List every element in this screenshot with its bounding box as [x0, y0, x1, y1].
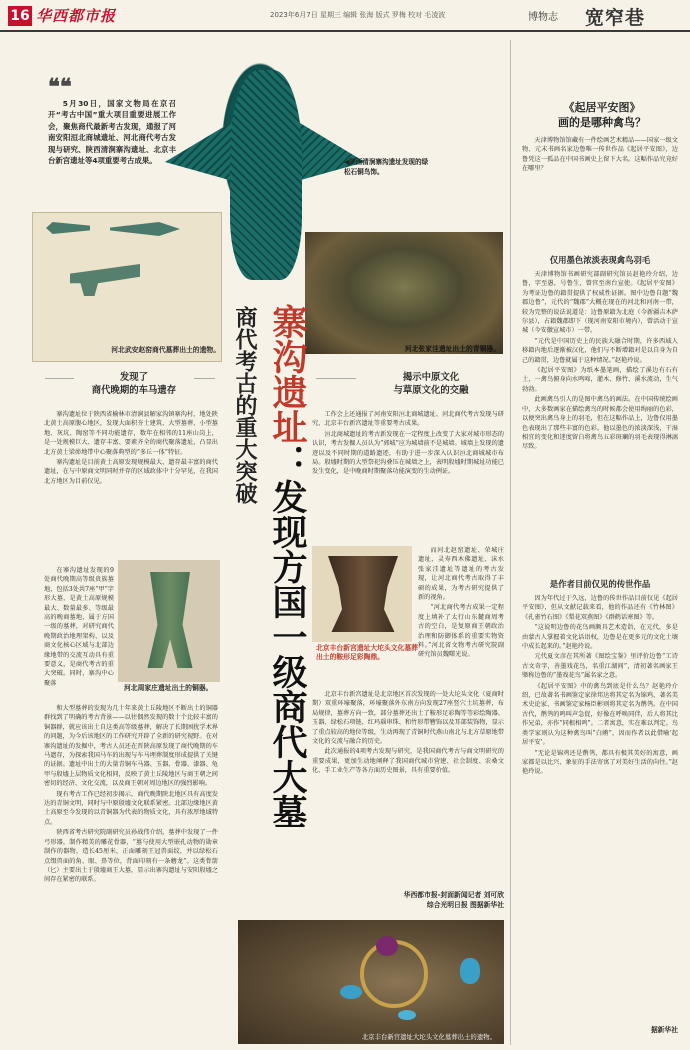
caption-bottom: 北京丰台新宫遗址大坨头文化墓葬出土的遗物。 — [361, 1033, 496, 1041]
quote-icon: ❝❝ — [48, 74, 72, 100]
right-column-text: 天津博物馆馆藏有一件绘画艺术精品——国家一级文物、元末书画名家边鲁唯一传世作品《起居平安图》，边鲁凭这一孤品在中国书画史上留下大名。这幅作品究竟好在哪里？ — [522, 137, 678, 173]
right-column-text-3: 因为年代过于久远，边鲁的传世作品目前仅见《起居平安图》，但从文献记载来看，他的作品还有《竹林图》《孔雀竹石图》《梨花双燕图》《群鹤话寒图》等。 “这说明边鲁的花鸟画颇具艺术造诣，在元代，多是由蒙古人掌握着文化话语权，边鲁是在更多元的文化土壤中成长起来的。”赵艳玲说。 元代夏文彦在其所著《图绘宝鉴》里评价边鲁“工诗古文奇字，善墨戏花鸟，名重江湖间”，清初著名画家王槩称边鲁的“墨戏花鸟”属名家之意。 《起居平安图》中的禽鸟到底是什么鸟？赵艳玲介绍，已故著名书画鉴定家徐邦达将其定名为锦鸡，著名美术史论家、书画鉴定家杨臣彬则将其定名为鹡鸰。在中国古代，鹡鸰的鸣叫声急促，好像在呼唤同伴，后人将其比作兄弟，亦作“同根相鸣”。二者寓意，实在难以判定。鸟类学家则认为这种禽鸟叫“白鹇”，因而作者以此借喻‘起居平安’。 “无论是锦鸡还是鹡鸰，都具有极其美好的寓意，画家都是以比兴、象征的手法寄寓了对美好生活的向往。”赵艳玲说。 — [522, 595, 678, 776]
left-column-text-lower: 和大型墓葬的发现为几十年来黄土丘陵地区不断出土的铜器群找到了明确的考古背景——以往偶然发现的数十个比较丰富的铜器群，就应该出土自这类高等级墓葬，解决了长期困扰学术界的问题，为今后该地区的工作研究开辟了全新的研究视野。在对寨沟遗址的发掘中，考古人员还在晋陕高原发现了商代晚期的车马遗存，为探索我国马车的出现与车马埋葬制度形成提供了关键的证据。遗址中出土的大量青铜车马器、玉器、骨器、漆器、龟甲与殷墟上层物质文化相同，反映了黄土丘陵地区与商王朝之间密切的经济、文化交流，以及商王朝对周边地区的强烈影响。 现有考古工作已经初步揭示，商代晚期陕北地区具有高度发达的青铜文明，同时与中原殷墟文化联系紧密。北部边缘地区黄土高原至今发现的以青铜器为代表的物质文化，具有浓厚地域特点。 陕西省考古研究院副研究员孙战伟介绍，墓葬中发现了一件弓形器，制作精美的雕花骨器，“墓与使用大型嵌孔动物的勋章制作的器物，造长45厘米，正面雕刻王冠兽面纹，并以绿松石点缀兽面的角、眼、鼻等位，背面印刻有一条蘑龙”。这类骨箭（匕）主要出土于殷墟商王大墓，显示出寨沟遗址与安阳殷墟之间存在紧密的联系。 — [44, 705, 218, 884]
left-section-heading: 发现了 商代晚期的车马遗存 — [74, 372, 194, 397]
bronze-mask-photo — [305, 232, 503, 354]
agate-bead-shape — [376, 936, 398, 956]
page-number: 16 — [8, 6, 32, 26]
turquoise-bead-shape — [460, 958, 480, 984]
right-column-text-2: 天津博物馆书画研究部副研究馆员赵艳玲介绍，边鲁，字至愚，号鲁生，曾官至南台宣使。《起居平安图》为考证边鲁的籍贯提供了权威性证据。图中边鲁自题“魏郡边鲁”，元代的“魏郡”大概在现在的河北和河南一带，较为完整的说法说道是：边鲁原籍为北庭（今新疆吉木萨尔县），占籍魏郡即下（现河南安阳市境内），曾活动于宣城（今安徽宣城市）一带。 “元代是中国历史上的民族大融合时期，许多西域人移籍内地后逐渐被汉化，他们与不断增籍对是以自身为自己的籍贯，边鲁就属于这种情况。”赵艳玲说。 《起居平安图》为纸本墨笔画，描绘了溪边有石有土，一禽鸟俯身向水鸣啼，灌木、修竹、溪水流动，生气勃勃。 此画禽鸟引人的是图中禽鸟的画法。在中国传统绘画中，大多数画家在描绘禽鸟的时候都会使用绚丽的色彩，以便突出禽鸟身上的羽毛，但在这幅作品上，边鲁仅用墨色表现出了那些丰富的色彩。他以墨色的浓淡深浅，干湿相宜的变化和迷度留白将禽鸟五彩斑斓的羽毛表现得淋漓尽致。 — [522, 271, 678, 451]
middle-narrow-text: 而河北赵窑遗址、荣城庄遗址、灵寿西木佛遗址、沫水张家洼遗址等遗址的考古发现，让河北商代考古取得了丰硕的成果，为考古研究提供了新的视角。 “河北商代考古成果一定程度上填补了太行山东麓商周考古的空白，是复原商王朝政治治理和防御体系的重要实物资料。”河北省文物考古研究院副研究馆员魏曙光说。 — [418, 547, 504, 659]
caption-mask: 河北张家洼遗址出土的青铜器。 — [404, 345, 500, 353]
middle-section-heading: 揭示中原文化 与草原文化的交融 — [356, 372, 506, 397]
right-subheading-1: 仅用墨色浓淡表现禽鸟羽毛 — [549, 255, 651, 265]
newspaper-masthead: 华西都市报 — [36, 7, 117, 25]
left-narrow-text: 在寨沟遗址发现的9处商代晚期高等级贵族墓地，包括3处共7座“甲”字形大墓，是黄土高原规模最大、数量最多、等级最高的晚商墓地，属于方国一级的墓葬，对研究商代晚期政治地理架构、以及商文化核心区域与北部边缘地带的交流互动具有重要意义，是商代考古的重大突破。同时，寨沟中心聚落 — [44, 567, 114, 687]
bird-body-shape — [230, 70, 302, 280]
bronze-tools-photo — [32, 212, 222, 362]
section-name: 宽窄巷 — [585, 7, 646, 29]
middle-column-text: 工作会上还通报了河南安阳洹北商城遗址、河北商代考古发现与研究、北京丰台新宫遗址等重要考古成果。 洹北商城遗址的考古新发现在一定程度上改变了大家对城市形态的认识，考古发掘人员认为“郭城”应为城墙前不是城墙。城墙上发现的遗迹以及不同时期的道路遗迹，有助于进一步深入认识洹北商城城市布局。殷墟时期的大型祭祀沟叠压在城墙之上，表明殷墟时期城址功能已发生变化，是中晚商时期聚落功能演变的生动例证。 — [312, 411, 504, 476]
middle-column-text-lower: 北京丰台新宫遗址是北京地区首次发现的一处大坨头文化（夏商时期）双重环壕聚落，环壕聚落外东南方向发现27座竖穴土坑墓葬，布局规律，墓葬方向一致，部分墓葬还出土了鞍形足彩陶等等彩绘陶器、玉器、绿松石项链、红玛瑙串珠、和竹形带簪饰以及耳部装饰物，显示了重点较高的地位等级，生动再现了青铜时代燕山南北与北方草原地带文化的交流与融合的历史。 此次通报的4项考古发现与研究，是我国商代考古与商文明研究的重要成果，更加生动地阐释了我国商代城市营建、社会制度、农桑文化、手工业生产等各方面历史图景，具有重要价值。 — [312, 691, 504, 775]
header-rule — [0, 30, 690, 32]
article-subtitle: 商代考古的重大突破 — [232, 306, 258, 504]
column-name: 博物志 — [528, 12, 558, 23]
article-byline: 华西都市报-封面新闻记者 刘可欣 综合光明日报 图据新华社 — [403, 891, 504, 909]
column-divider — [510, 40, 511, 1045]
turquoise-bead-shape — [340, 985, 362, 999]
right-subheading-2: 是作者目前仅见的传世作品 — [549, 579, 651, 589]
article-title: 寨沟遗址：发现方国一级商代大墓 — [267, 304, 307, 829]
issue-meta: 2023年6月7日 星期三 编辑 张海 版式 罗梅 校对 毛凌波 — [270, 11, 446, 19]
turquoise-bead-shape — [398, 1010, 416, 1020]
right-article-title: 《起居平安图》 画的是哪种禽鸟？ — [558, 101, 646, 129]
caption-bird: ◀陕西清涧寨沟遗址发现的绿松石铜鸟饰。 — [344, 158, 429, 176]
photo-credit: 据新华社 — [650, 1026, 678, 1034]
title-highlight: 寨沟遗址 — [267, 304, 307, 444]
left-column-text: 寨沟遗址位于陕西省榆林市清涧县解家沟镇寨沟村，地处陕北黄土高原腹心地区，发现大面积夯土建筑、大型墓葬、小型墓地、灰坑、陶窑等不同功能遗存，数年在相邻的11座山岗上，是一处规模巨大、遗存丰富、要素齐全的商代聚落遗址，凸显出北方黄土梁峁地带中心聚落典型的“多丘一体”特征。 寨沟遗址是目前黄土高原发现规模最大、遗存最丰富的商代遗址，在与中原商文明同时并存的区域政体中十分罕见，在我国北方地区为目前仅见。 — [44, 411, 218, 485]
intro-paragraph: 5月30日，国家文物局在京召开“考古中国”重大项目重要进展工作会，聚焦商代最新考古发现，通报了河南安阳洹北商城遗址、河北商代考古发现与研究、陕西清涧寨沟遗址、北京丰台新宫遗址等4项重要考古成果。 — [48, 99, 176, 166]
caption-jar: 北京丰台新宫遗址大坨头文化墓葬出土的鞍形足彩陶鼎。 — [316, 644, 418, 662]
caption-vessel: 河北周家庄遗址出土的铜器。 — [124, 684, 213, 692]
caption-tools: 河北武安赵窑商代墓葬出土的遗物。 — [111, 346, 220, 354]
